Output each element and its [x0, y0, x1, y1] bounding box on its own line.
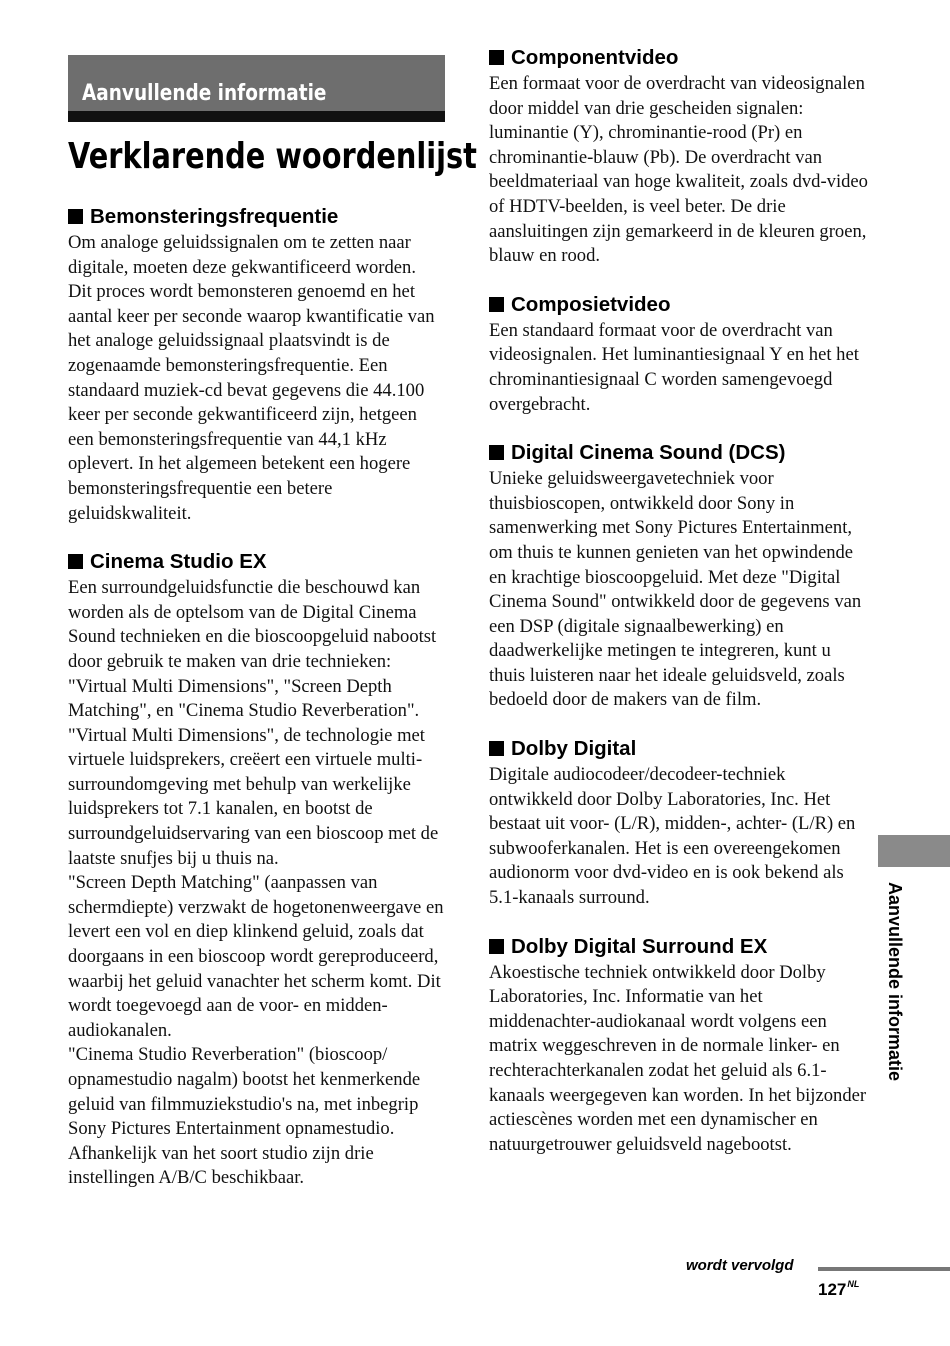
left-column: [68, 203, 444, 1213]
entry-heading-text: Dolby Digital: [511, 737, 637, 761]
section-header-bar: [68, 55, 445, 122]
page-number-value: 127: [818, 1280, 847, 1299]
glossary-entry-cinema-studio-ex: [68, 548, 444, 1191]
entry-heading: [489, 933, 869, 961]
continued-rule: [818, 1267, 950, 1271]
entry-paragraph: Akoestische techniek ontwikkeld door Dolby Laboratories, Inc. Informatie van het middenachter-audiokanaal wordt volgens een matrix weggeschreven in de normale linker- en rechterachterkanalen zodat het geluid als 6.1-kanaals weergegeven kan worden. In het bijzonder actiescènes worden met een dynamischer en natuurgetrouwer geluidsveld nagebootst.: [489, 961, 867, 1155]
entry-paragraph: Om analoge geluidssignalen om te zetten naar digitale, moeten deze gekwantificeerd worden. Dit proces wordt bemonsteren genoemd en het aantal keer per seconde waarop kwantificatie van het analoge geluidssignaal plaatsvindt is de zogenaamde bemonsteringsfrequentie. Een standaard muziek-cd bevat gegevens die 44.100 keer per seconde gekwantificeerd zijn, hetgeen een bemonsteringsfrequentie van 44,1 kHz oplevert. In het algemeen betekent een hogere bemonsteringsfrequentie een betere geluidskwaliteit.: [68, 232, 435, 524]
entry-heading: [489, 735, 869, 763]
square-bullet-icon: [489, 741, 504, 756]
page-number-suffix: NL: [847, 1279, 860, 1289]
entry-heading-text: Composietvideo: [511, 292, 671, 316]
square-bullet-icon: [489, 939, 504, 954]
square-bullet-icon: [489, 50, 504, 65]
glossary-entry-componentvideo: [489, 44, 869, 269]
entry-heading-text: Bemonsteringsfrequentie: [90, 205, 339, 228]
side-index-tab: [878, 835, 950, 867]
section-label: Aanvullende informatie: [82, 81, 327, 106]
glossary-entry-dolby-digital: [489, 735, 869, 911]
entry-heading: [489, 44, 869, 72]
continued-note: wordt vervolgd: [686, 1257, 794, 1274]
square-bullet-icon: [68, 209, 83, 224]
entry-heading: [489, 291, 869, 319]
square-bullet-icon: [489, 445, 504, 460]
side-tab-label: Aanvullende informatie: [885, 882, 905, 1082]
entry-paragraph: Digitale audiocodeer/decodeer-techniek ontwikkeld door Dolby Laboratories, Inc. Het bestaat uit voor- (L/R), midden-, achter- (L/R) en subwooferkanalen. Het is een overeengekomen audionorm voor dvd-video en is ook bekend als 5.1-kanaals surround.: [489, 764, 856, 909]
right-column: [489, 44, 869, 1179]
glossary-entry-digital-cinema-sound-dcs: [489, 439, 869, 713]
entry-paragraph: "Screen Depth Matching" (aanpassen van schermdiepte) verzwakt de hogetonenweergave en levert een vol en diep klinkend geluid, zoals dat doorgaans in een bioscoop wordt gereproduceerd, waarbij het geluid vanachter het scherm komt. Dit wordt toegevoegd aan de voor- en midden-audiokanalen.: [68, 872, 444, 1041]
entry-paragraph: "Cinema Studio Reverberation" (bioscoop/ opnamestudio nagalm) bootst het kenmerkende geluid van filmmuziekstudio's na, met inbegrip Sony Pictures Entertainment opnamestudio. Afhankelijk van het soort studio zijn drie instellingen A/B/C beschikbaar.: [68, 1044, 421, 1189]
entry-heading-text: Componentvideo: [511, 46, 679, 69]
entry-paragraph: Een standaard formaat voor de overdracht van videosignalen. Het luminantiesignaal Y en het het chrominantiesignaal C worden samengevoegd overgebracht.: [489, 319, 859, 415]
page-number: [818, 1279, 859, 1300]
entry-heading: [489, 439, 869, 467]
entry-heading-text: Dolby Digital Surround EX: [511, 934, 768, 958]
glossary-entry-bemonsteringsfrequentie: [68, 203, 444, 526]
entry-heading: [68, 548, 444, 576]
entry-paragraph: Unieke geluidsweergavetechniek voor thuisbioscopen, ontwikkeld door Sony in samenwerking met Sony Pictures Entertainment, om thuis te kunnen genieten van het opwindende en krachtige bioscoopgeluid. Met deze "Digital Cinema Sound" ontwikkeld door de gegevens van een DSP (digitale signaalbewerking) en daadwerkelijke metingen te integreren, kunt u thuis luisteren naar het ideale geluidsveld, zoals bedoeld door de makers van de film.: [489, 468, 862, 711]
entry-paragraph: "Virtual Multi Dimensions", de technologie met virtuele luidsprekers, creëert een virtuele multi-surroundomgeving met behulp van werkelijke luidsprekers tot 7.1 kanalen, en bootst de surroundgeluidservaring van een bioscoop met de laatste snufjes bij u thuis na.: [68, 724, 439, 869]
square-bullet-icon: [489, 297, 504, 312]
entry-heading-text: Cinema Studio EX: [90, 550, 267, 574]
square-bullet-icon: [68, 554, 83, 569]
entry-heading-text: Digital Cinema Sound (DCS): [511, 441, 786, 465]
glossary-entry-composietvideo: [489, 291, 869, 417]
entry-paragraph: Een formaat voor de overdracht van videosignalen door middel van drie gescheiden signalen: luminantie (Y), chrominantie-rood (Pr) en chrominantie-blauw (Pb). De overdracht van beeldmateriaal van hoge kwaliteit, zoals dvd-video of HDTV-beelden, is veel beter. De drie aansluitingen zijn gemarkeerd in de kleuren groen, blauw en rood.: [489, 73, 868, 267]
entry-heading: [68, 203, 444, 231]
entry-paragraph: Een surroundgeluidsfunctie die beschouwd kan worden als de optelsom van de Digital Cinema Sound technieken en die bioscoopgeluid nabootst door gebruik te maken van drie technieken: "Virtual Multi Dimensions", "Screen Depth Matching", en "Cinema Studio Reverberation".: [68, 577, 437, 722]
glossary-entry-dolby-digital-surround-ex: [489, 933, 869, 1158]
page-title: Verklarende woordenlijst: [68, 136, 477, 177]
